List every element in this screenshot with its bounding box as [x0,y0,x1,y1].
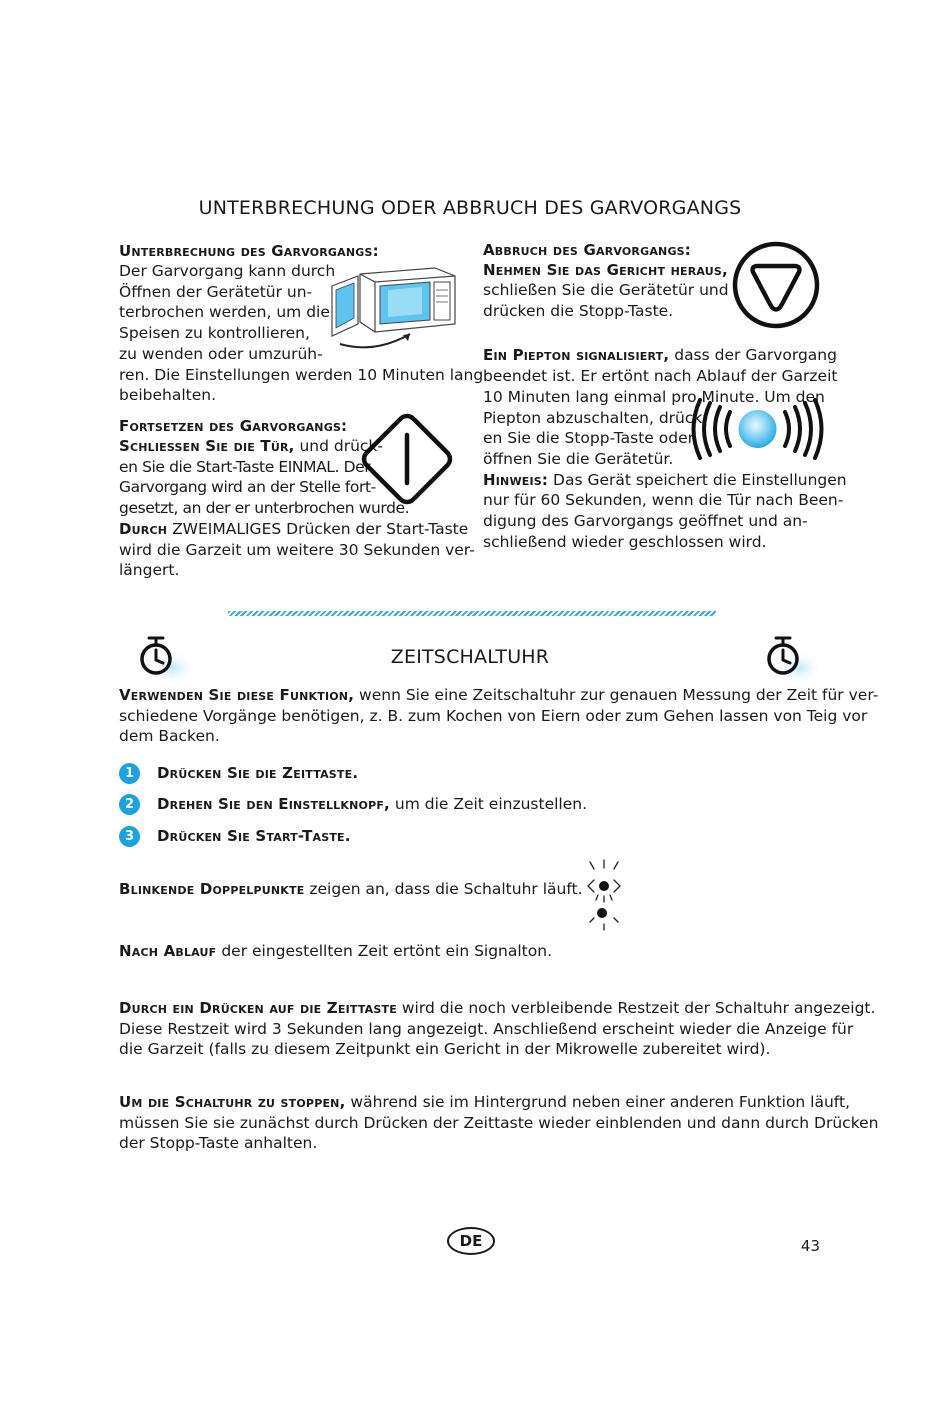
text-line: beibehalten. [119,386,217,405]
text-line: schließend wieder geschlossen wird. [483,532,767,551]
note-text [483,490,844,552]
blink-lead: Blinkende Doppelpunkte [119,880,305,898]
press-rest: wird die noch verbleibende Restzeit der Schaltuhr angezeigt. [396,999,876,1017]
step-number: 1 [119,763,140,784]
stop-text [119,1113,879,1154]
text-line: Speisen zu kontrollieren, [119,324,310,343]
step-text [157,762,358,784]
intro-rest: wenn Sie eine Zeitschaltuhr zur genauen Messung der Zeit für ver- [354,686,879,704]
stop-lead: Um die Schaltuhr zu stoppen, [119,1093,346,1111]
step-3 [119,825,819,847]
text-line: terbrochen werden, um die [119,303,330,322]
step-2 [119,793,819,815]
text-line: der Stopp-Taste anhalten. [119,1134,318,1153]
text-line: längert. [119,561,180,580]
text-line: Diese Restzeit wird 3 Sekunden lang angezeigt. Anschließend erscheint wieder die Anzeige für [119,1019,854,1038]
after-rest: der eingestellten Zeit ertönt ein Signalton. [216,942,552,960]
text-line: drücken die Stopp-Taste. [483,301,674,320]
cancel-lead: Nehmen Sie das Gericht heraus, [483,261,728,279]
step-lead: Drehen Sie den Einstellknopf, [157,795,390,813]
text-line: dem Backen. [119,727,220,746]
timer-steps [119,762,819,847]
stop-first-line [119,1092,850,1113]
note-first-line [483,470,847,491]
resume-heading: Fortsetzen des Garvorgangs: [119,417,348,435]
double-first-line [119,519,469,540]
step-text [157,793,587,815]
press-lead: Durch ein Drücken auf die Zeittaste [119,999,397,1017]
beep-first-line [483,345,837,366]
beep-lead: Ein Piepton signalisiert, [483,346,670,365]
text-line: digung des Garvorgangs geöffnet und an- [483,512,808,531]
text-line: müssen Sie sie zunächst durch Drücken der Zeittaste wieder einblenden und dann durch Drücken [119,1113,879,1132]
blinking-colon-icon [584,858,624,934]
press-block [119,998,876,1060]
text-line: beendet ist. Er ertönt nach Ablauf der Garzeit [483,367,838,386]
microwave-open-door-icon [330,262,460,352]
timer-intro [119,685,879,747]
note-rest: Das Gerät speichert die Einstellungen [548,470,847,489]
double-rest: ZWEIMALIGES Drücken der Start-Taste [167,519,469,538]
stop-block [119,1092,879,1154]
resume-lead: Schliessen Sie die Tür, [119,437,295,455]
after-text [119,941,552,962]
text-line: wird die Garzeit um weitere 30 Sekunden ver- [119,540,475,559]
resume-lead-rest: und drück- [294,437,383,455]
text-line: gesetzt, an der er unterbrochen wurde. [119,499,410,518]
text-line: nur für 60 Sekunden, wenn die Tür nach Been- [483,491,844,510]
step-text [157,825,351,847]
text-line: Piepton abzuschalten, drück- [483,408,708,427]
text-line: en Sie die Start-Taste EINMAL. Der [119,457,371,476]
intro-lead: Verwenden Sie diese Funktion, [119,686,355,704]
cancel-heading: Abbruch des Garvorgangs: [483,241,692,259]
beep-rest: dass der Garvorgang [669,346,837,365]
step-number: 3 [119,826,140,847]
start-button-icon [357,409,457,509]
page-number: 43 [800,1237,820,1255]
press-text [119,1019,854,1060]
step-lead: Drücken Sie Start-Taste. [157,827,351,845]
blink-rest: zeigen an, dass die Schaltuhr läuft. [304,880,583,898]
text-line: schließen Sie die Gerätetür und [483,281,729,299]
text-line: Der Garvorgang kann durch [119,262,336,280]
section-divider [228,611,716,616]
step-number: 2 [119,794,140,815]
step-lead: Drücken Sie die Zeittaste. [157,764,359,782]
double-text [119,540,475,581]
note-lead: Hinweis: [483,470,549,489]
text-line: zu wenden oder umzurüh- [119,344,323,363]
text-line: öffnen Sie die Gerätetür. [483,449,674,468]
text-line: ren. Die Einstellungen werden 10 Minuten lang [119,365,484,384]
text-line: die Garzeit (falls zu diesem Zeitpunkt ein Gericht in der Mikrowelle zubereitet wird). [119,1040,771,1059]
interrupt-heading: Unterbrechung des Garvorgangs: [119,242,379,260]
stop-button-icon [731,240,821,330]
step-1 [119,762,819,784]
stop-rest: während sie im Hintergrund neben einer anderen Funktion läuft, [345,1093,850,1111]
intro-text [119,706,868,747]
beep-sound-icon [690,398,825,460]
text-line: Öffnen der Gerätetür un- [119,282,313,301]
section-title-timer: ZEITSCHALTUHR [390,646,550,668]
intro-first-line [119,685,879,706]
after-lead: Nach Ablauf [119,942,217,960]
step-rest: um die Zeit einzustellen. [389,795,588,813]
text-line: schiedene Vorgänge benötigen, z. B. zum Kochen von Eiern oder zum Gehen lassen von Teig vor [119,706,868,725]
section-title-interrupt: UNTERBRECHUNG ODER ABBRUCH DES GARVORGANGS [198,197,742,219]
text-line: Garvorgang wird an der Stelle fort- [119,478,376,497]
blink-text [119,879,583,900]
text-line: 10 Minuten lang einmal pro Minute. Um den [483,387,825,406]
language-badge: DE [447,1227,495,1255]
press-first-line [119,998,876,1019]
double-lead: Durch [119,519,168,538]
text-line: en Sie die Stopp-Taste oder [483,429,694,448]
